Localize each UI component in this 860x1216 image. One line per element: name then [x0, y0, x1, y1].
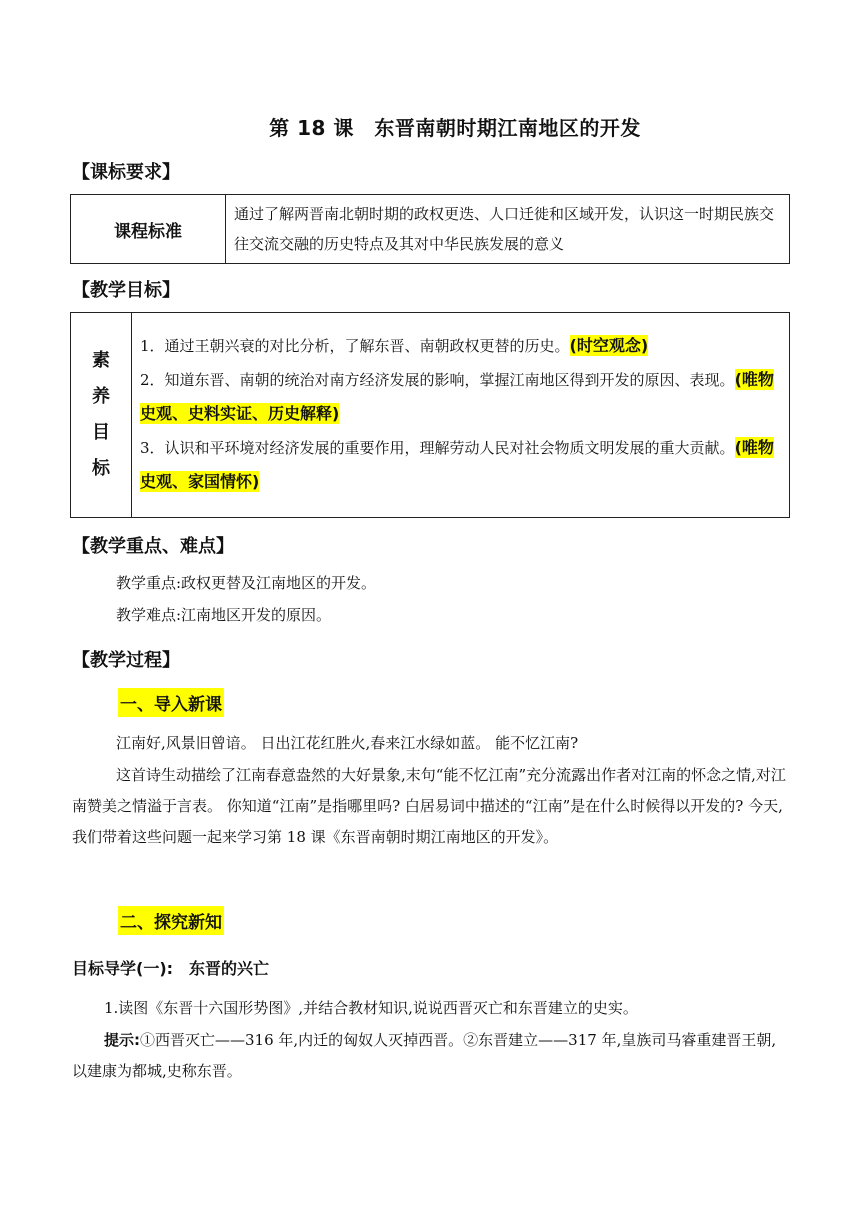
objective-tag: (唯物史观、家国情怀): [140, 438, 774, 491]
objectives-content: [132, 313, 790, 518]
part1-heading: 一、导入新课: [118, 688, 224, 717]
lesson-title: 第 18 课 东晋南朝时期江南地区的开发: [269, 116, 641, 140]
objective-tag: (唯物史观、史料实证、历史解释): [140, 370, 774, 423]
hint-paragraph: [72, 1025, 786, 1087]
hint-label: 提示:: [104, 1031, 140, 1049]
objective-text: 3．认识和平环境对经济发展的重要作用，理解劳动人民对社会物质文明发展的重大贡献。: [140, 439, 735, 457]
curriculum-table: [70, 194, 790, 264]
key-difficulty: 教学难点:江南地区开发的原因。: [116, 606, 332, 624]
objective-text: 2．知道东晋、南朝的统治对南方经济发展的影响，掌握江南地区得到开发的原因、表现。: [140, 371, 735, 389]
question-one: 1.读图《东晋十六国形势图》,并结合教材知识,说说西晋灭亡和东晋建立的史实。: [104, 999, 638, 1017]
intro-poem: 江南好,风景旧曾谙。 日出江花红胜火,春来江水绿如蓝。 能不忆江南?: [116, 734, 579, 752]
part2-heading: 二、探究新知: [118, 906, 224, 935]
objectives-label-char: 标: [92, 458, 110, 479]
objective-tag: (时空观念): [569, 336, 649, 355]
intro-paragraph: 这首诗生动描绘了江南春意盎然的大好景象,末句“能不忆江南”充分流露出作者对江南的怀念之情,对江南赞美之情溢于言表。 你知道“江南”是指哪里吗? 白居易词中描述的“江南”是在什么时候得以开发的? 今天,我们带着这些问题一起来学习第 18 课《东晋南朝时期江南地区的开发》。: [72, 766, 786, 846]
objective-item: [140, 431, 783, 499]
section-process-heading: 【教学过程】: [72, 650, 180, 671]
hint-text: ①西晋灭亡——316 年,内迁的匈奴人灭掉西晋。②东晋建立——317 年,皇族司马睿重建晋王朝,以建康为都城,史称东晋。: [72, 1031, 777, 1080]
objective-item: [140, 363, 783, 431]
section-curriculum-heading: 【课标要求】: [72, 162, 180, 183]
guide-one-heading: 目标导学(一): 东晋的兴亡: [72, 959, 270, 978]
objectives-label-char: 养: [92, 386, 110, 407]
objectives-label-char: 素: [92, 350, 110, 371]
curriculum-standard-text: 通过了解两晋南北朝时期的政权更迭、人口迁徙和区域开发，认识这一时期民族交往交流交融的历史特点及其对中华民族发展的意义: [226, 195, 790, 264]
objectives-label-char: 目: [92, 422, 110, 443]
objective-text: 1．通过王朝兴衰的对比分析，了解东晋、南朝政权更替的历史。: [140, 337, 570, 355]
key-focus: 教学重点:政权更替及江南地区的开发。: [116, 574, 377, 592]
section-keypoints-heading: 【教学重点、难点】: [72, 536, 234, 557]
objectives-table: [70, 312, 790, 518]
curriculum-standard-label: 课程标准: [71, 195, 226, 264]
objective-item: [140, 329, 783, 363]
objectives-label: [71, 313, 132, 518]
section-objectives-heading: 【教学目标】: [72, 280, 180, 301]
